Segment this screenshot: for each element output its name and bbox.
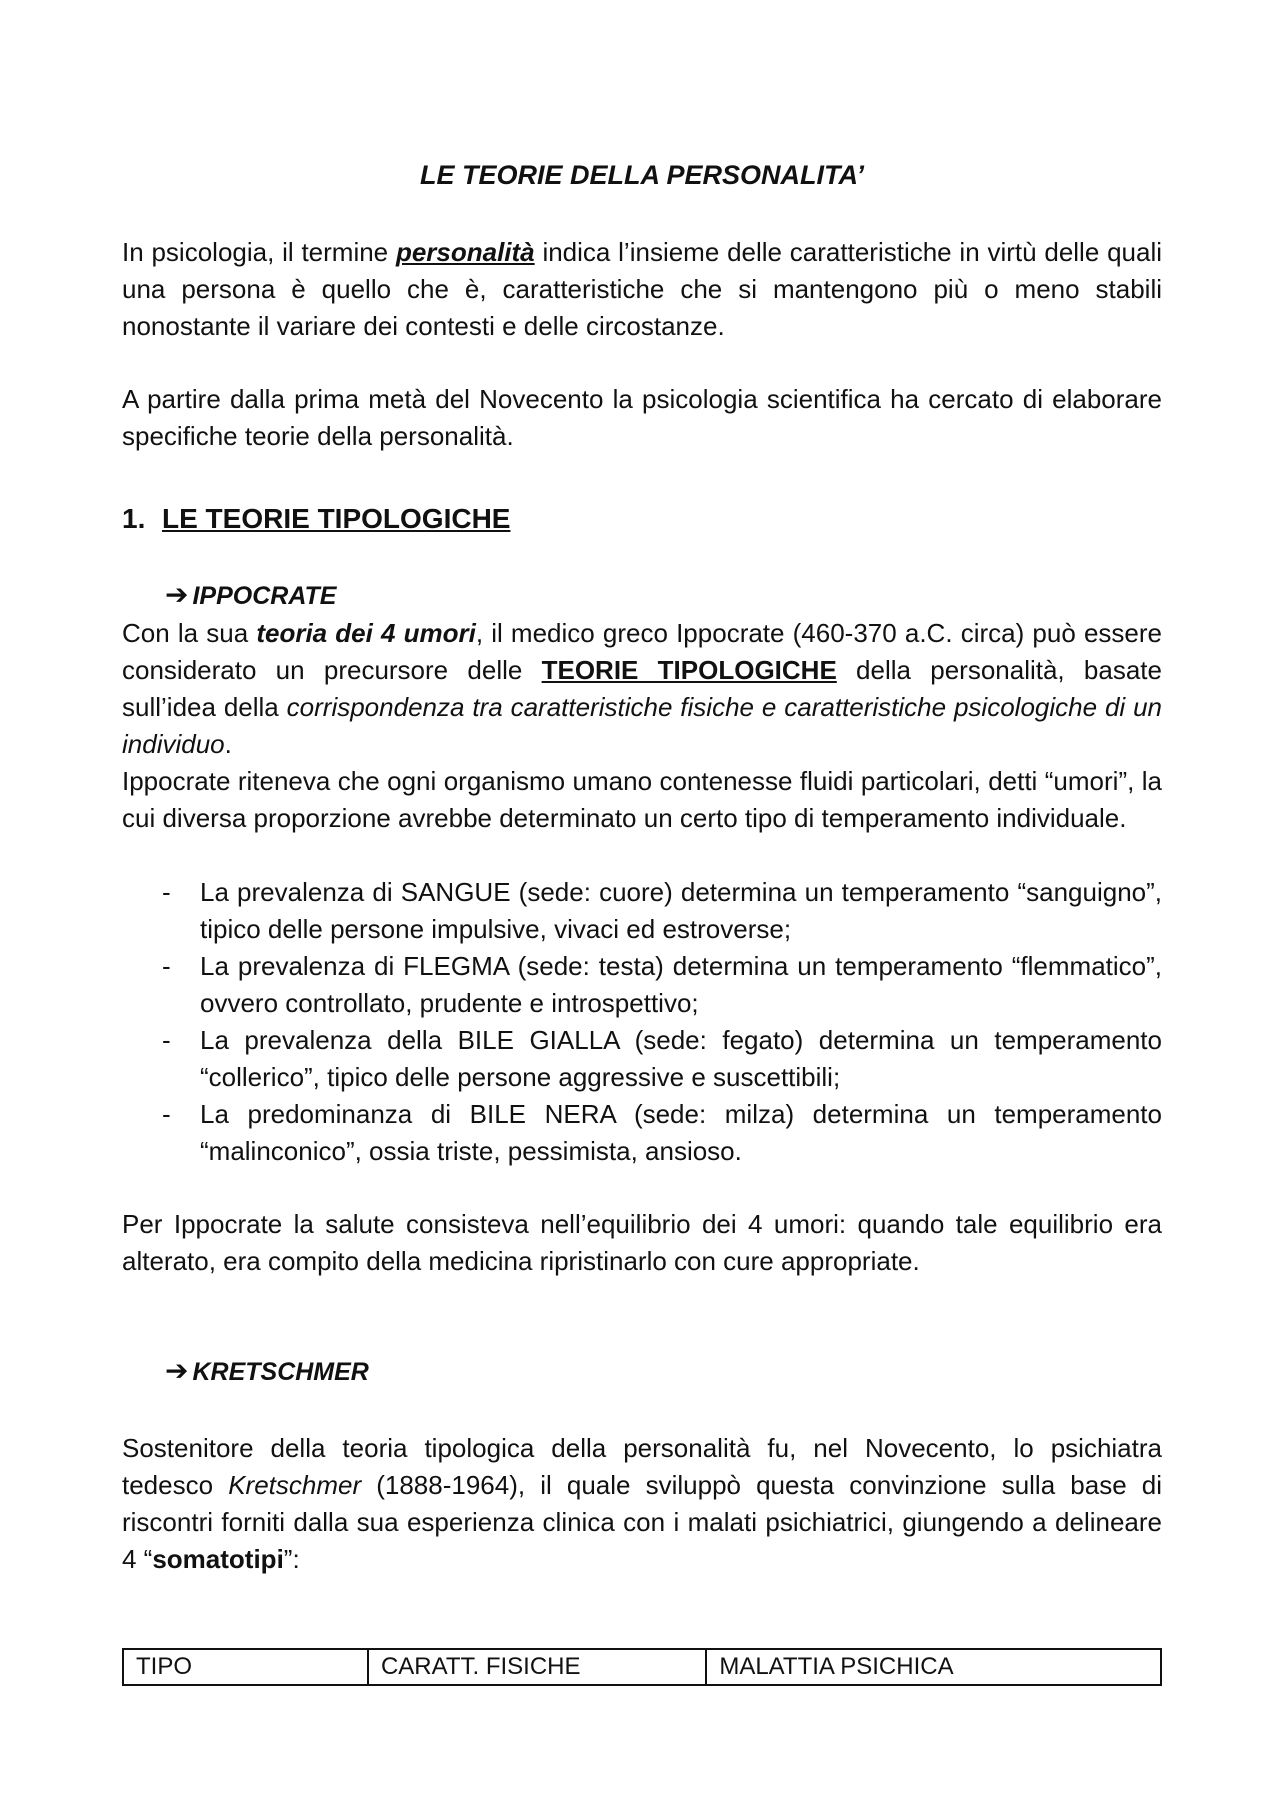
text-run: della personalità, basate sull’idea della — [122, 655, 1162, 722]
teorie-tipologiche-term: TEORIE TIPOLOGICHE — [541, 655, 837, 685]
intro-paragraph — [122, 234, 1162, 345]
section-heading-text: LE TEORIE TIPOLOGICHE — [162, 503, 511, 534]
ippocrate-paragraph-3: Per Ippocrate la salute consisteva nell’equilibrio dei 4 umori: quando tale equilibrio era alterato, era compito della medicina ripristinarlo con cure appropriate. — [122, 1209, 1162, 1276]
text-run: (1888-1964), il quale sviluppò questa convinzione sulla base di riscontri forniti dalla sua esperienza clinica con i malati psichiatrici, giungendo a delineare 4 “ — [122, 1470, 1162, 1574]
arrow-right-icon: ➔ — [165, 579, 189, 610]
subheading-kretschmer — [165, 1354, 369, 1387]
somatotipi-table — [122, 1648, 1162, 1686]
list-item — [122, 948, 1162, 1022]
text-run: ”: — [283, 1544, 300, 1574]
list-item — [122, 874, 1162, 948]
subheading-ippocrate — [165, 578, 336, 611]
personalita-term: personalità — [395, 237, 535, 267]
text-run: , il medico greco Ippocrate (460-370 a.C. circa) può essere considerato un precursore delle — [122, 618, 1162, 685]
subheading-ippocrate-text: IPPOCRATE — [192, 582, 337, 610]
text-run: Sostenitore della teoria tipologica della personalità fu, nel Novecento, lo psichiatra tedesco — [122, 1433, 1162, 1500]
kretschmer-paragraph — [122, 1430, 1162, 1578]
list-marker: - — [162, 877, 171, 907]
table-header-cell: MALATTIA PSICHICA — [706, 1649, 1161, 1685]
list-marker: - — [162, 1099, 171, 1129]
intro-text-continued: indica l’insieme delle caratteristiche in virtù delle quali una persona è quello che è, caratteristiche che si mantengono più o meno stabili nonostante il variare dei contesti e delle circostanze. — [122, 237, 1163, 341]
text-run: . — [224, 729, 232, 759]
table-header-cell: TIPO — [123, 1649, 368, 1685]
list-item-text: La prevalenza di FLEGMA (sede: testa) determina un temperamento “flemmatico”, ovvero controllato, prudente e introspettivo; — [200, 951, 1162, 1018]
text-run: Con la sua — [122, 618, 257, 648]
list-item — [122, 1022, 1162, 1096]
list-item-text: La prevalenza della BILE GIALLA (sede: fegato) determina un temperamento “collerico”, tipico delle persone aggressive e suscettibili; — [200, 1025, 1162, 1092]
corrispondenza-phrase: corrispondenza tra caratteristiche fisiche e caratteristiche psicologiche di un individuo — [122, 692, 1163, 759]
section-heading — [122, 503, 510, 535]
list-item-text: La predominanza di BILE NERA (sede: milza) determina un temperamento “malinconico”, ossia triste, pessimista, ansioso. — [200, 1099, 1162, 1166]
intro-paragraph-2: A partire dalla prima metà del Novecento la psicologia scientifica ha cercato di elaborare specifiche teorie della personalità. — [122, 384, 1162, 451]
kretschmer-name: Kretschmer — [228, 1470, 362, 1500]
document-title: LE TEORIE DELLA PERSONALITA’ — [419, 160, 865, 190]
list-item — [122, 1096, 1162, 1170]
list-marker: - — [162, 1025, 171, 1055]
intro-text: In psicologia, il termine — [122, 237, 396, 267]
table-header-cell: CARATT. FISICHE — [368, 1649, 706, 1685]
list-item-text: La prevalenza di SANGUE (sede: cuore) determina un temperamento “sanguigno”, tipico delle persone impulsive, vivaci ed estroverse; — [200, 877, 1162, 944]
umori-list — [122, 874, 1162, 1170]
ippocrate-paragraph-2: Ippocrate riteneva che ogni organismo umano contenesse fluidi particolari, detti “umori”, la cui diversa proporzione avrebbe determinato un certo tipo di temperamento individuale. — [122, 766, 1162, 833]
subheading-kretschmer-text: KRETSCHMER — [192, 1358, 369, 1386]
somatotipi-term: somatotipi — [152, 1544, 284, 1574]
table-header-row — [123, 1649, 1161, 1685]
arrow-right-icon: ➔ — [165, 1355, 189, 1386]
teoria-umori-term: teoria dei 4 umori — [256, 618, 476, 648]
ippocrate-paragraph — [122, 615, 1162, 763]
list-marker: - — [162, 951, 171, 981]
section-number: 1. — [122, 503, 146, 534]
